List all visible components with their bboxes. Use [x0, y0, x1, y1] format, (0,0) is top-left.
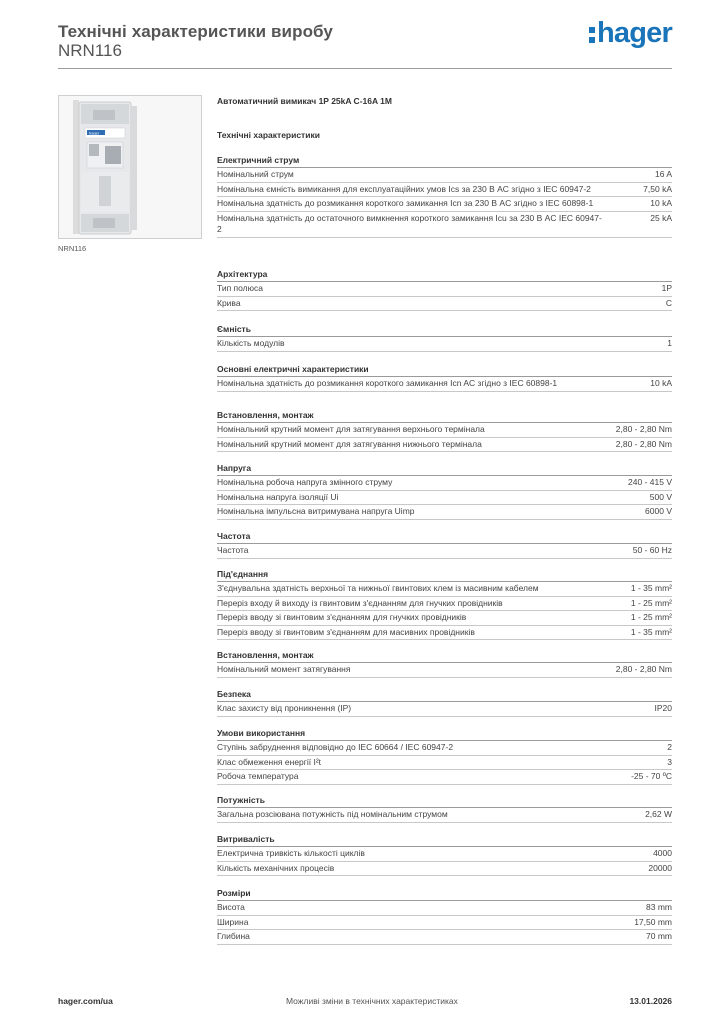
section-title: Встановлення, монтаж	[217, 649, 672, 663]
spec-label: Глибина	[217, 931, 250, 941]
spec-section	[217, 568, 672, 640]
spec-label: Номінальна імпульсна витримувана напруга Uimp	[217, 506, 415, 516]
spec-label: Частота	[217, 545, 249, 555]
spec-value: 1 - 25 mm²	[630, 597, 672, 608]
spec-section	[217, 688, 672, 717]
section-title: Електричний струм	[217, 154, 672, 168]
spec-row	[217, 438, 672, 453]
footer-notice: Можливі зміни в технічних характеристиках	[286, 996, 458, 1006]
page-footer	[58, 996, 672, 1010]
spec-value: C	[665, 297, 672, 308]
spec-label: Клас захисту від проникнення (IP)	[217, 703, 352, 713]
spec-row	[217, 505, 672, 520]
spec-label: Номінальна робоча напруга змінного струму	[217, 477, 393, 487]
spec-value: 2,80 - 2,80 Nm	[615, 664, 672, 674]
spec-row	[217, 491, 672, 506]
spec-row	[217, 756, 672, 771]
section-title: Витривалість	[217, 833, 672, 847]
spec-value: 70 mm	[646, 931, 672, 941]
spec-value: 83 mm	[646, 902, 672, 912]
spec-label: Номінальний крутний момент для затягування нижнього термінала	[217, 438, 482, 449]
spec-section	[217, 887, 672, 945]
spec-row	[217, 702, 672, 717]
spec-value: 1 - 25 mm²	[630, 612, 672, 622]
spec-section	[217, 649, 672, 678]
spec-label: Тип полюса	[217, 283, 263, 293]
section-title: Умови використання	[217, 727, 672, 741]
spec-row	[217, 611, 672, 626]
spec-value: 6000 V	[645, 506, 672, 516]
spec-row	[217, 423, 672, 438]
section-title: Потужність	[217, 794, 672, 808]
spec-section	[217, 462, 672, 520]
header-divider	[58, 68, 672, 69]
logo-text: hager	[597, 17, 672, 49]
spec-label: Кількість модулів	[217, 338, 285, 348]
spec-value: 1 - 35 mm²	[630, 626, 672, 637]
spec-row	[217, 808, 672, 823]
spec-label: Електрична тривкість кількості циклів	[217, 848, 365, 858]
spec-row	[217, 582, 672, 597]
product-name: Автоматичний вимикач 1P 25kA C-16A 1M	[217, 96, 392, 106]
spec-label: Висота	[217, 902, 245, 912]
spec-value: 2,80 - 2,80 Nm	[615, 424, 672, 434]
spec-value: 7,50 kA	[643, 183, 672, 194]
spec-section	[217, 268, 672, 311]
spec-value: IP20	[654, 703, 672, 713]
spec-label: Номінальна ємність вимикання для експлуатаційних умов Ics за 230 В AC згідно з IEC 60947-2	[217, 183, 591, 194]
logo-dots-icon	[589, 27, 595, 43]
spec-label: Номінальний момент затягування	[217, 664, 351, 674]
spec-value: 2,62 W	[645, 809, 672, 819]
spec-row	[217, 337, 672, 352]
spec-value: 10 kA	[650, 198, 672, 208]
spec-value: 4000	[653, 848, 672, 858]
section-title: Безпека	[217, 688, 672, 702]
product-code: NRN116	[58, 41, 122, 60]
section-title: Основні електричні характеристики	[217, 363, 672, 377]
spec-value: 17,50 mm	[634, 916, 672, 927]
tech-specs-heading: Технічні характеристики	[217, 130, 320, 140]
section-title: Напруга	[217, 462, 672, 476]
section-title: Частота	[217, 530, 672, 544]
spec-label: Переріз вводу зі гвинтовим з'єднанням для гнучких провідників	[217, 612, 467, 622]
page-header	[58, 17, 672, 72]
spec-section	[217, 833, 672, 876]
spec-label: Загальна розсіювана потужність під номінальним струмом	[217, 809, 448, 819]
spec-row	[217, 626, 672, 641]
spec-value: -25 - 70 ºC	[631, 771, 672, 781]
spec-value: 1P	[661, 283, 672, 293]
spec-label: Переріз вводу зі гвинтовим з'єднанням для масивних провідників	[217, 626, 475, 637]
spec-row	[217, 476, 672, 491]
spec-row	[217, 930, 672, 945]
spec-value: 50 - 60 Hz	[632, 545, 672, 555]
circuit-breaker-icon	[59, 96, 201, 238]
spec-value: 25 kA	[650, 212, 672, 223]
spec-value: 16 A	[654, 169, 672, 179]
spec-value: 500 V	[649, 491, 672, 502]
spec-row	[217, 847, 672, 862]
spec-label: Номінальна напруга ізоляції Ui	[217, 491, 339, 502]
spec-section	[217, 530, 672, 559]
spec-label: Кількість механічних процесів	[217, 862, 335, 873]
spec-row	[217, 297, 672, 312]
section-title: Розміри	[217, 887, 672, 901]
spec-row	[217, 663, 672, 678]
spec-section	[217, 409, 672, 452]
spec-label: З'єднувальна здатність верхньої та нижньої гвинтових клем із масивним кабелем	[217, 583, 539, 593]
spec-row	[217, 597, 672, 612]
spec-row	[217, 377, 672, 392]
spec-value: 1 - 35 mm²	[630, 583, 672, 593]
section-title: Під'єднання	[217, 568, 672, 582]
spec-label: Робоча температура	[217, 771, 299, 781]
spec-label: Номінальний крутний момент для затягування верхнього термінала	[217, 424, 485, 434]
spec-row	[217, 741, 672, 756]
product-image-caption: NRN116	[58, 244, 87, 253]
hager-logo	[589, 18, 672, 48]
spec-section	[217, 363, 672, 392]
product-image	[58, 95, 202, 239]
device-brand-label: hager	[89, 130, 100, 136]
footer-date: 13.01.2026	[629, 996, 672, 1006]
spec-label: Номінальний струм	[217, 169, 294, 179]
spec-section	[217, 154, 672, 238]
spec-value: 2	[667, 742, 672, 752]
spec-label: Ступінь забруднення відповідно до IEC 60664 / IEC 60947-2	[217, 742, 454, 752]
spec-section	[217, 727, 672, 785]
footer-website: hager.com/ua	[58, 996, 113, 1006]
spec-row	[217, 770, 672, 785]
spec-value: 10 kA	[650, 378, 672, 388]
spec-label: Клас обмеження енергії I²t	[217, 756, 322, 767]
spec-row	[217, 183, 672, 198]
spec-label: Крива	[217, 297, 241, 308]
spec-label: Номінальна здатність до розмикання короткого замикання Icn AC згідно з IEC 60898-1	[217, 378, 558, 388]
spec-row	[217, 212, 672, 238]
spec-row	[217, 916, 672, 931]
spec-value: 3	[667, 756, 672, 767]
spec-label: Переріз входу й виходу із гвинтовим з'єднанням для гнучких провідників	[217, 597, 503, 608]
spec-section	[217, 794, 672, 823]
spec-row	[217, 282, 672, 297]
section-title: Встановлення, монтаж	[217, 409, 672, 423]
spec-value: 2,80 - 2,80 Nm	[615, 438, 672, 449]
spec-value: 240 - 415 V	[628, 477, 672, 487]
spec-label: Ширина	[217, 916, 249, 927]
spec-label: Номінальна здатність до розмикання короткого замикання Icn за 230 В AC згідно з IEC 60898-1	[217, 198, 594, 208]
spec-row	[217, 862, 672, 877]
spec-row	[217, 544, 672, 559]
section-title: Архітектура	[217, 268, 672, 282]
spec-label: Номінальна здатність до остаточного вимкнення короткого замикання Icu за 230 В AC IEC 60947-2	[217, 212, 602, 234]
section-title: Ємність	[217, 323, 672, 337]
spec-value: 20000	[648, 862, 672, 873]
spec-section	[217, 323, 672, 352]
spec-row	[217, 197, 672, 212]
spec-value: 1	[667, 338, 672, 348]
spec-row	[217, 168, 672, 183]
document-title: Технічні характеристики виробу	[58, 22, 333, 41]
spec-row	[217, 901, 672, 916]
